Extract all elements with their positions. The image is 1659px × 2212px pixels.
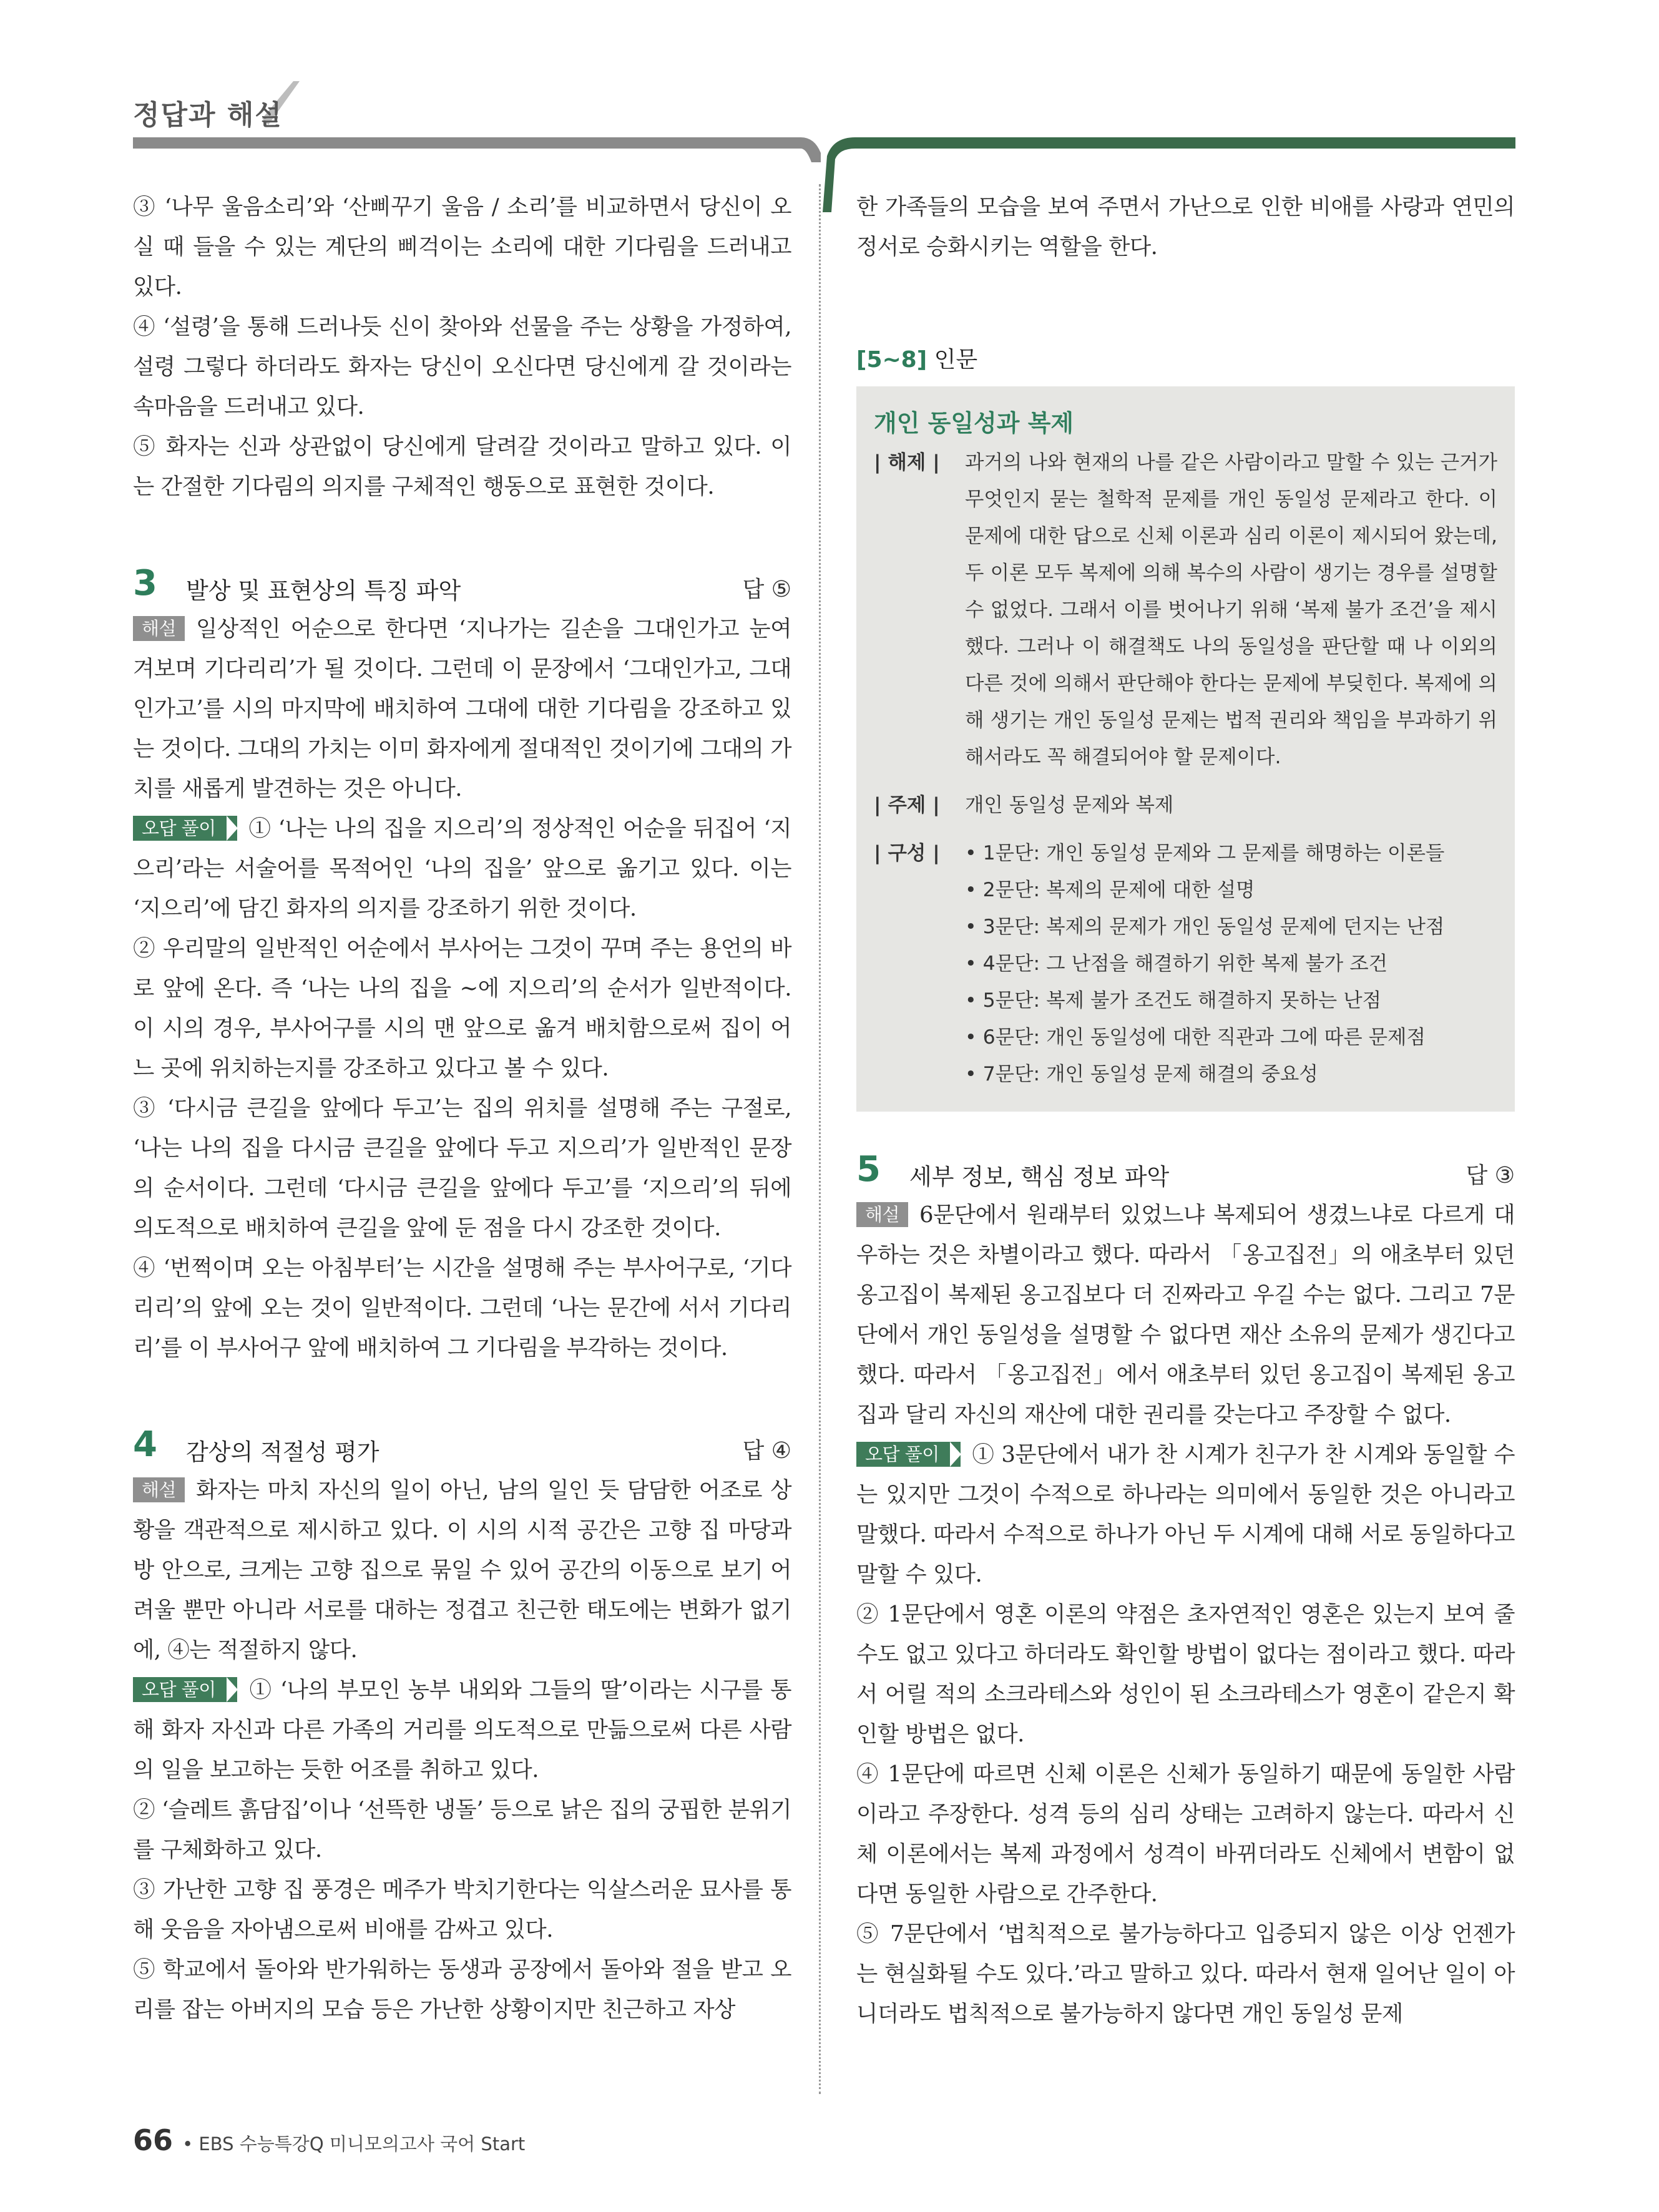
paragraph: ④ 1문단에 따르면 신체 이론은 신체가 동일하기 때문에 동일한 사람이라고 주장한다. 성격 등의 심리 상태는 고려하지 않는다. 따라서 신체 이론에서는 복제 과정에서 성격이 바뀌더라도 신체에서 변함이 없다면 동일한 사람으로 간주한다. <box>856 1761 1515 1907</box>
list-item: • 3문단: 복제의 문제가 개인 동일성 문제에 던지는 난점 <box>965 909 1497 946</box>
question-5-heading <box>856 1149 1515 1193</box>
left-column <box>133 187 791 2030</box>
list-item: • 7문단: 개인 동일성 문제 해결의 중요성 <box>965 1056 1497 1093</box>
summary-text: 과거의 나와 현재의 나를 같은 사람이라고 말할 수 있는 근거가 무엇인지 묻는 철학적 문제를 개인 동일성 문제라고 한다. 이 문제에 대한 답으로 신체 이론과 심리 이론이 제시되어 왔는데, 두 이론 모두 복제에 의해 복수의 사람이 생기는 경우를 설명할 수 없었다. 그래서 이를 벗어나기 위해 ‘복제 불가 조건’을 제시했다. 그러나 이 해결책도 나의 동일성을 판단할 때 나 이외의 다른 것에 의해서 판단해야 한다는 문제에 부딪힌다. 복제에 의해 생기는 개인 동일성 문제는 법적 권리와 책임을 부과하기 위해서라도 꼭 해결되어야 할 문제이다. <box>965 451 1497 768</box>
paragraph: ② 우리말의 일반적인 어순에서 부사어는 그것이 꾸며 주는 용언의 바로 앞에 온다. 즉 ‘나는 나의 집을 ∼에 지으리’의 순서가 일반적이다. 이 시의 경우, 부사어구를 시의 맨 앞으로 옮겨 배치함으로써 집이 어느 곳에 위치하는지를 강조하고 있다고 볼 수 있다. <box>133 936 791 1081</box>
explanation <box>856 1195 1515 1435</box>
page-header-title: 정답과 해설 <box>133 99 283 131</box>
explain-tag: 해설 <box>856 1202 908 1227</box>
question-title: 세부 정보, 핵심 정보 파악 <box>909 1163 1170 1190</box>
right-column <box>856 187 1515 2034</box>
answer-label: 답 ④ <box>742 1438 791 1464</box>
list-item: • 1문단: 개인 동일성 문제와 그 문제를 해명하는 이론들 <box>965 835 1497 872</box>
wrong-answer-explanation <box>856 1435 1515 1595</box>
structure-row <box>874 835 1497 1093</box>
page-footer <box>133 2123 525 2157</box>
footer-text: • EBS 수능특강Q 미니모의고사 국어 Start <box>182 2133 526 2155</box>
paragraph: ① ‘나는 나의 집을 지으리’의 정상적인 어순을 뒤집어 ‘지으리’라는 서술어를 목적어인 ‘나의 집을’ 앞으로 옮기고 있다. 이는 ‘지으리’에 담긴 화자의 의지를 강조하기 위한 것이다. <box>133 816 791 921</box>
answer-label: 답 ⑤ <box>742 577 791 602</box>
explanation <box>133 1471 791 1670</box>
paragraph: ③ ‘나무 울음소리’와 ‘산삐꾸기 울음 / 소리’를 비교하면서 당신이 오실 때 들을 수 있는 계단의 삐걱이는 소리에 대한 기다림을 드러내고 있다. <box>133 194 791 300</box>
answer-label: 답 ③ <box>1466 1163 1515 1188</box>
wrong-answer-explanation <box>133 1670 791 1790</box>
paragraph: ⑤ 7문단에서 ‘법칙적으로 불가능하다고 입증되지 않은 이상 언젠가는 현실화될 수도 있다.’라고 말하고 있다. 따라서 현재 일어난 일이 아니더라도 법칙적으로 불가능하지 않다면 개인 동일성 문제 <box>856 1921 1515 2027</box>
paragraph: ④ ‘번쩍이며 오는 아침부터’는 시간을 설명해 주는 부사어구로, ‘기다리리’의 앞에 오는 것이 일반적이다. 그런데 ‘나는 문간에 서서 기다리리’를 이 부사어구 앞에 배치하여 그 기다림을 부각하는 것이다. <box>133 1255 791 1361</box>
question-4-heading <box>133 1424 791 1468</box>
list-item: • 6문단: 개인 동일성에 대한 직관과 그에 따른 문제점 <box>965 1019 1497 1056</box>
explanation-text: 일상적인 어순으로 한다면 ‘지나가는 길손을 그대인가고 눈여겨보며 기다리리’가 될 것이다. 그런데 이 문장에서 ‘그대인가고, 그대인가고’를 시의 마지막에 배치하여 그대에 대한 기다림을 강조하고 있는 것이다. 그대의 가치는 이미 화자에게 절대적인 것이기에 그대의 가치를 새롭게 발견하는 것은 아니다. <box>133 616 791 801</box>
list-item: • 2문단: 복제의 문제에 대한 설명 <box>965 872 1497 909</box>
page-number: 66 <box>133 2123 174 2157</box>
section-subject: 인문 <box>934 347 978 373</box>
question-3-heading <box>133 563 791 607</box>
paragraph: ④ ‘설령’을 통해 드러나듯 신이 찾아와 선물을 주는 상황을 가정하여, 설령 그렇다 하더라도 화자는 당신이 오신다면 당신에게 갈 것이라는 속마음을 드러내고 있다. <box>133 314 791 419</box>
summary-label: | 해제 | <box>874 451 940 474</box>
paragraph: ③ 가난한 고향 집 풍경은 메주가 박치기한다는 익살스러운 묘사를 통해 웃음을 자아냄으로써 비애를 감싸고 있다. <box>133 1877 791 1942</box>
passage-title: 개인 동일성과 복제 <box>874 409 1074 437</box>
paragraph: ② 1문단에서 영혼 이론의 약점은 초자연적인 영혼은 있는지 보여 줄 수도 없고 있다고 하더라도 확인할 방법이 없다는 점이라고 했다. 따라서 어릴 적의 소크라테스와 성인이 된 소크라테스가 영혼이 같은지 확인할 방법은 없다. <box>856 1602 1515 1747</box>
paragraph: ③ ‘다시금 큰길을 앞에다 두고’는 집의 위치를 설명해 주는 구절로, ‘나는 나의 집을 다시금 큰길을 앞에다 두고 지으리’가 일반적인 문장의 순서이다. 그런데 ‘다시금 큰길을 앞에다 두고’를 ‘지으리’의 뒤에 의도적으로 배치하여 큰길을 앞에 둔 점을 다시 강조한 것이다. <box>133 1095 791 1241</box>
theme-text: 개인 동일성 문제와 복제 <box>965 794 1174 816</box>
explanation-text: 6문단에서 원래부터 있었느냐 복제되어 생겼느냐로 다르게 대우하는 것은 차별이라고 했다. 따라서 「옹고집전」의 애초부터 있던 옹고집이 복제된 옹고집보다 더 진짜라고 우길 수는 없다. 그리고 7문단에서 개인 동일성을 설명할 수 없다면 재산 소유의 문제가 생긴다고 했다. 따라서 「옹고집전」에서 애초부터 있던 옹고집이 복제된 옹고집과 달리 자신의 재산에 대한 권리를 갖는다고 주장할 수 없다. <box>856 1202 1515 1427</box>
wrong-answer-tag: 오답 풀이 <box>133 816 237 841</box>
passage-summary-box <box>856 386 1515 1112</box>
column-divider <box>819 184 821 2094</box>
list-item: • 5문단: 복제 불가 조건도 해결하지 못하는 난점 <box>965 982 1497 1019</box>
wrong-answer-tag: 오답 풀이 <box>133 1677 237 1702</box>
structure-label: | 구성 | <box>874 842 940 864</box>
explanation-text: 화자는 마치 자신의 일이 아닌, 남의 일인 듯 담담한 어조로 상황을 객관적으로 제시하고 있다. 이 시의 시적 공간은 고향 집 마당과 방 안으로, 크게는 고향 집으로 묶일 수 있어 공간의 이동으로 보기 어려울 뿐만 아니라 서로를 대하는 정겹고 친근한 태도에는 변화가 없기에, ④는 적절하지 않다. <box>133 1477 791 1663</box>
paragraph: ① ‘나의 부모인 농부 내외와 그들의 딸’이라는 시구를 통해 화자 자신과 다른 가족의 거리를 의도적으로 만듦으로써 다른 사람의 일을 보고하는 듯한 어조를 취하고 있다. <box>133 1677 791 1783</box>
question-title: 감상의 적절성 평가 <box>186 1439 379 1466</box>
section-heading <box>856 342 1515 374</box>
section-range: [5∼8] <box>856 347 927 373</box>
wrong-answer-tag: 오답 풀이 <box>856 1442 961 1467</box>
paragraph: ① 3문단에서 내가 찬 시계가 친구가 찬 시계와 동일할 수는 있지만 그것이 수적으로 하나라는 의미에서 동일한 것은 아니라고 말했다. 따라서 수적으로 하나가 아닌 두 시계에 대해 서로 동일하다고 말할 수 있다. <box>856 1442 1515 1587</box>
wrong-answer-explanation <box>133 809 791 929</box>
explain-tag: 해설 <box>133 1477 185 1502</box>
paragraph: ⑤ 학교에서 돌아와 반가워하는 동생과 공장에서 돌아와 절을 받고 오리를 잡는 아버지의 모습 등은 가난한 상황이지만 친근하고 자상 <box>133 1957 791 2022</box>
theme-row <box>874 787 1497 824</box>
question-number: 5 <box>856 1149 881 1190</box>
theme-label: | 주제 | <box>874 794 940 816</box>
explanation <box>133 609 791 809</box>
explain-tag: 해설 <box>133 616 185 641</box>
summary-row <box>874 444 1497 776</box>
paragraph: ② ‘슬레트 흙담집’이나 ‘선뜩한 냉돌’ 등으로 낡은 집의 궁핍한 분위기를 구체화하고 있다. <box>133 1797 791 1862</box>
paragraph: ⑤ 화자는 신과 상관없이 당신에게 달려갈 것이라고 말하고 있다. 이는 간절한 기다림의 의지를 구체적인 행동으로 표현한 것이다. <box>133 434 791 499</box>
structure-list <box>965 835 1497 1093</box>
question-number: 3 <box>133 563 157 604</box>
question-number: 4 <box>133 1424 157 1465</box>
list-item: • 4문단: 그 난점을 해결하기 위한 복제 불가 조건 <box>965 946 1497 982</box>
question-title: 발상 및 표현상의 특징 파악 <box>186 577 461 604</box>
paragraph: 한 가족들의 모습을 보여 주면서 가난으로 인한 비애를 사랑과 연민의 정서로 승화시키는 역할을 한다. <box>856 194 1515 260</box>
